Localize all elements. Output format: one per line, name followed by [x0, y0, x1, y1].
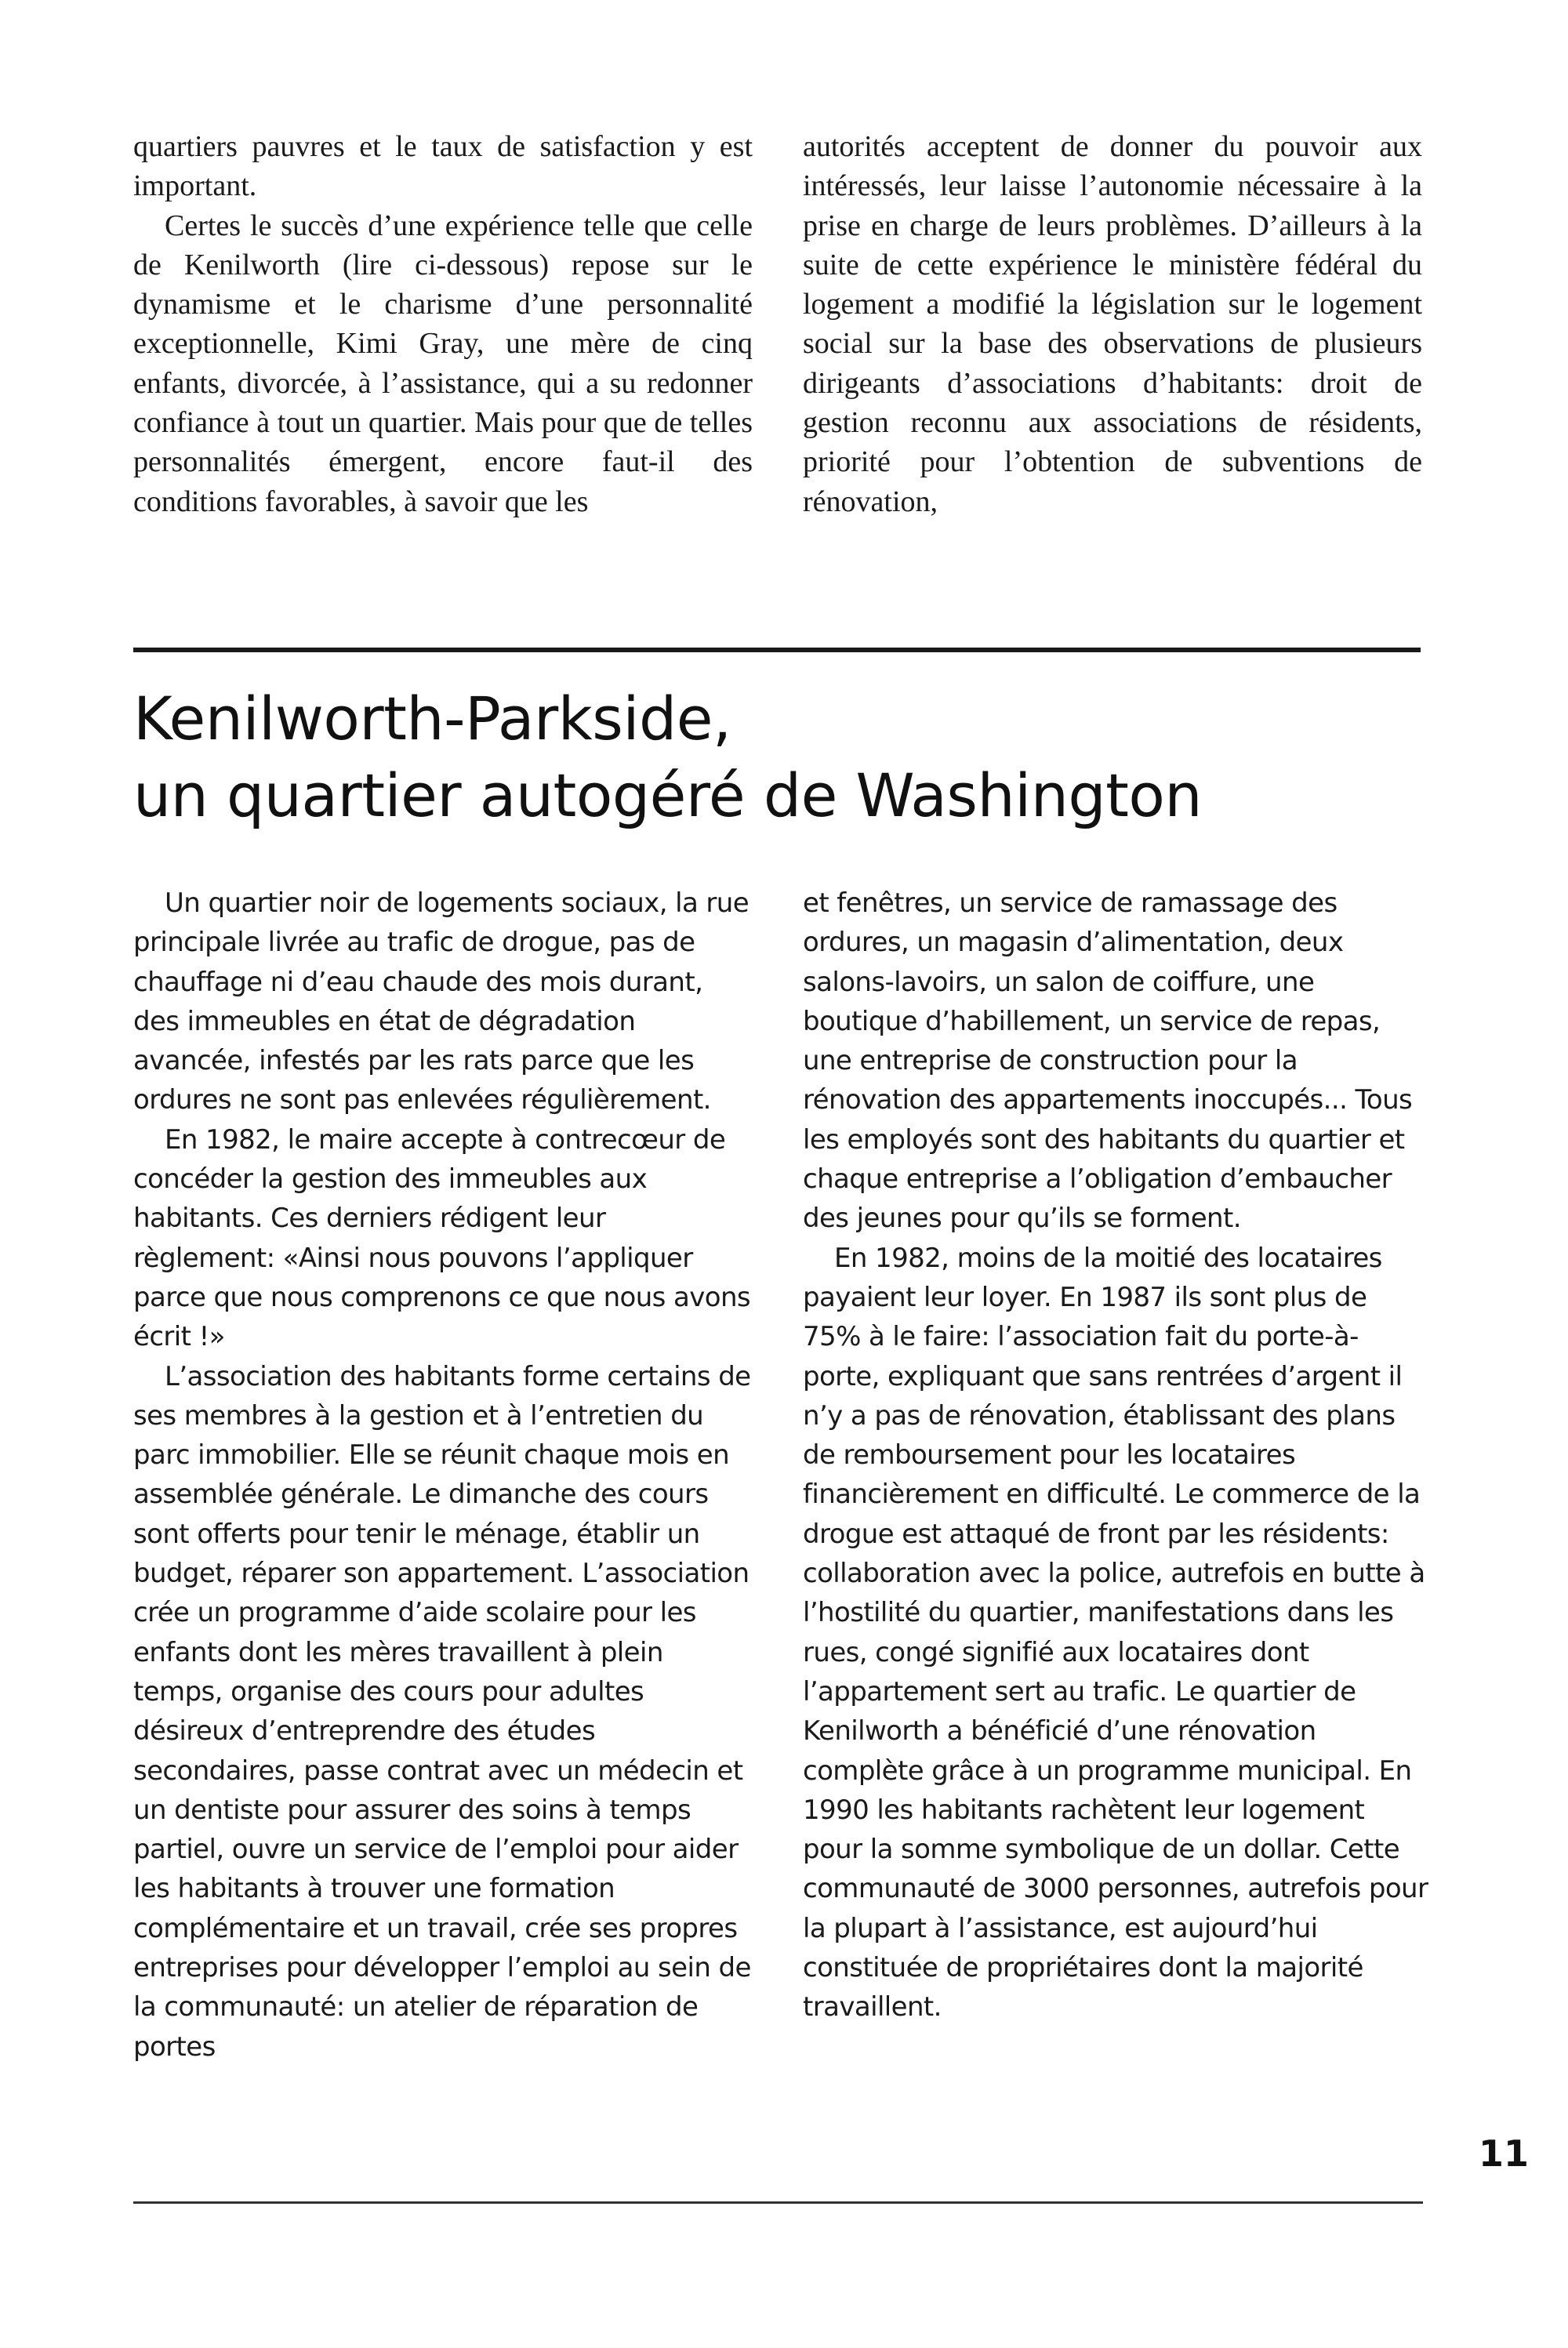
article-right-paragraph-1: et fenêtres, un service de ramassage des ordures, un magasin d’alimentation, deux salons-lavoirs, un salon de coiffure, une boutique d’habillement, un service de repas, une entreprise de construction pour la rénovation des appartements inoccupés... Tous les employés sont des habitants du quartier et chaque entreprise a l’obligation d’embaucher des jeunes pour qu’ils se forment.: [803, 887, 1413, 1235]
article-title-line-1: Kenilworth-Parkside,: [133, 684, 731, 753]
article-title: [133, 680, 1435, 834]
article-left-paragraph-2: En 1982, le maire accepte à contrecœur de concéder la gestion des immeubles aux habitants. Ces derniers rédigent leur règlement: «Ainsi nous pouvons l’appliquer parce que nous comprenons ce que nous avons écrit !»: [133, 1123, 751, 1353]
article-title-line-2: un quartier autogéré de Washington: [133, 760, 1203, 830]
intro-right-paragraph-1: autorités acceptent de donner du pouvoir aux intéressés, leur laisse l’autonomie nécessaire à la prise en charge de leurs problèmes. D’ailleurs à la suite de cette expérience le ministère fédéral du logement a modifié la législation sur le logement social sur la base des observations de plusieurs dirigeants d’associations d’habitants: droit de gestion reconnu aux associations de résidents, priorité pour l’obtention de subventions de rénovation,: [803, 130, 1422, 518]
article-right-paragraph-2: En 1982, moins de la moitié des locataires payaient leur loyer. En 1987 ils sont plus de 75% à le faire: l’association fait du porte-à-porte, expliquant que sans rentrées d’argent il n’y a pas de rénovation, établissant des plans de remboursement pour les locataires financièrement en difficulté. Le commerce de la drogue est attaqué de front par les résidents: collaboration avec la police, autrefois en butte à l’hostilité du quartier, manifestations dans les rues, congé signifié aux locataires dont l’appartement sert au trafic. Le quartier de Kenilworth a bénéficié d’une rénovation complète grâce à un programme municipal. En 1990 les habitants rachètent leur logement pour la somme symbolique de un dollar. Cette communauté de 3000 personnes, autrefois pour la plupart à l’assistance, est aujourd’hui constituée de propriétaires dont la majorité travaillent.: [803, 1242, 1428, 2023]
footer-divider: [133, 2201, 1423, 2204]
intro-left-paragraph-2: Certes le succès d’une expérience telle que celle de Kenilworth (lire ci-dessous) repose sur le dynamisme et le charisme d’une personnalité exceptionnelle, Kimi Gray, une mère de cinq enfants, divorcée, à l’assistance, qui a su redonner confiance à tout un quartier. Mais pour que de telles personnalités émergent, encore faut-il des conditions favorables, à savoir que les: [133, 209, 753, 518]
article-column-left: [133, 884, 753, 2067]
article-left-paragraph-1: Un quartier noir de logements sociaux, la rue principale livrée au trafic de drogue, pas de chauffage ni d’eau chaude des mois durant, des immeubles en état de dégradation avancée, infestés par les rats parce que les ordures ne sont pas enlevées régulièrement.: [133, 887, 750, 1116]
intro-column-right: [803, 127, 1422, 521]
article-left-paragraph-3: L’association des habitants forme certains de ses membres à la gestion et à l’entretien du parc immobilier. Elle se réunit chaque mois en assemblée générale. Le dimanche des cours sont offerts pour tenir le ménage, établir un budget, réparer son appartement. L’association crée un programme d’aide scolaire pour les enfants dont les mères travaillent à plein temps, organise des cours pour adultes désireux d’entreprendre des études secondaires, passe contrat avec un médecin et un dentiste pour assurer des soins à temps partiel, ouvre un service de l’emploi pour aider les habitants à trouver une formation complémentaire et un travail, crée ses propres entreprises pour développer l’emploi au sein de la communauté: un atelier de réparation de portes: [133, 1360, 751, 2063]
intro-column-left: [133, 127, 753, 521]
section-divider-top: [133, 648, 1421, 652]
article-column-right: [803, 884, 1430, 2027]
intro-left-paragraph-1: quartiers pauvres et le taux de satisfaction y est important.: [133, 130, 753, 203]
page-number: 11: [1479, 2132, 1530, 2175]
